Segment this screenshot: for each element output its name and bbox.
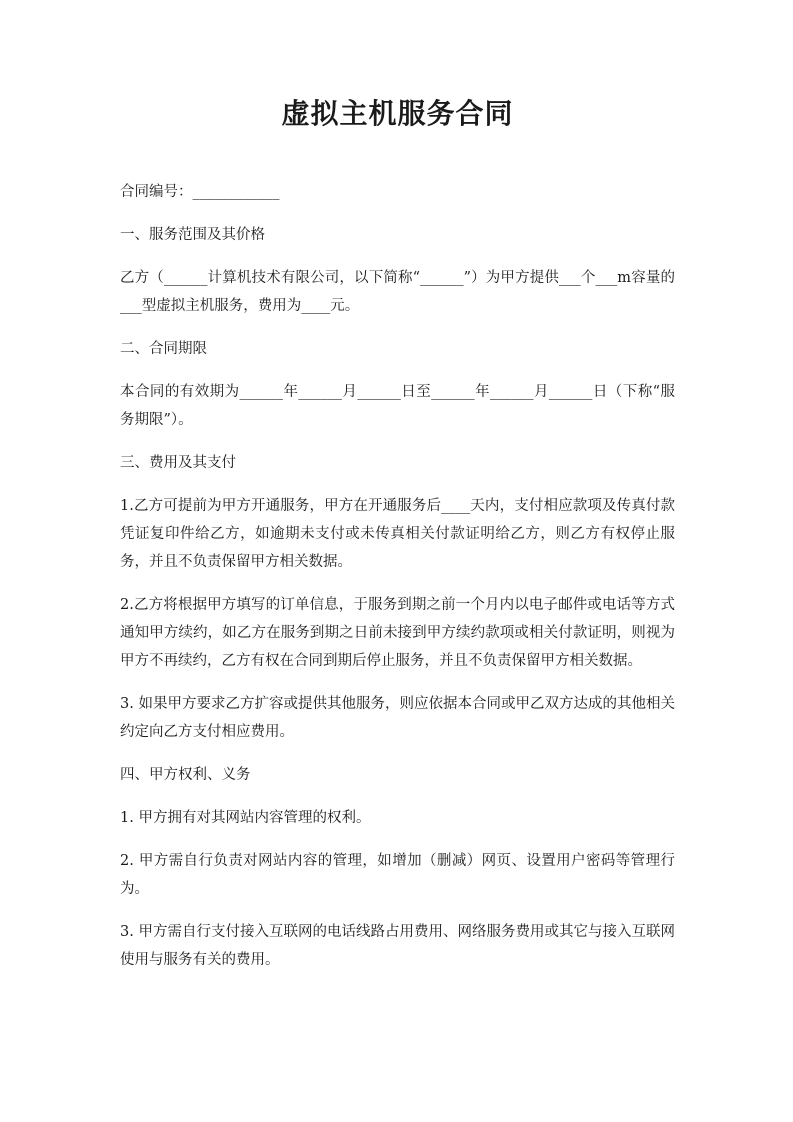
section3-item-3: 3. 如果甲方要求乙方扩容或提供其他服务，则应依据本合同或甲乙双方达成的其他相关约定向乙方支付相应费用。 <box>120 696 675 740</box>
section4-item-3: 3. 甲方需自行支付接入互联网的电话线路占用费用、网络服务费用或其它与接入互联网使用与服务有关的费用。 <box>120 924 675 968</box>
document-title: 虚拟主机服务合同 <box>281 97 514 130</box>
section2-heading: 二、合同期限 <box>120 341 207 357</box>
contract-number: 合同编号：____________ <box>120 184 280 200</box>
section3-heading: 三、费用及其支付 <box>120 455 236 471</box>
section4-heading: 四、甲方权利、义务 <box>120 767 251 783</box>
section3-item-1: 1.乙方可提前为甲方开通服务，甲方在开通服务后____天内，支付相应款项及传真付款凭证复印件给乙方，如逾期未支付或未传真相关付款证明给乙方，则乙方有权停止服务，并且不负责保留甲方相关数据。 <box>120 498 675 570</box>
section1-heading: 一、服务范围及其价格 <box>120 227 265 243</box>
section1-text: 乙方（______计算机技术有限公司，以下简称“______”）为甲方提供___个___m容量的___型虚拟主机服务，费用为____元。 <box>120 270 675 314</box>
section4-item-1: 1. 甲方拥有对其网站内容管理的权利。 <box>120 810 371 826</box>
section2-text: 本合同的有效期为______年______月______日至______年______月______日（下称“服务期限”）。 <box>120 384 675 428</box>
section3-item-2: 2.乙方将根据甲方填写的订单信息，于服务到期之前一个月内以电子邮件或电话等方式通知甲方续约，如乙方在服务到期之日前未接到甲方续约款项或相关付款证明，则视为甲方不再续约，乙方有权在合同到期后停止服务，并且不负责保留甲方相关数据。 <box>120 597 675 669</box>
section4-item-2: 2. 甲方需自行负责对网站内容的管理，如增加（删减）网页、设置用户密码等管理行为。 <box>120 853 675 897</box>
